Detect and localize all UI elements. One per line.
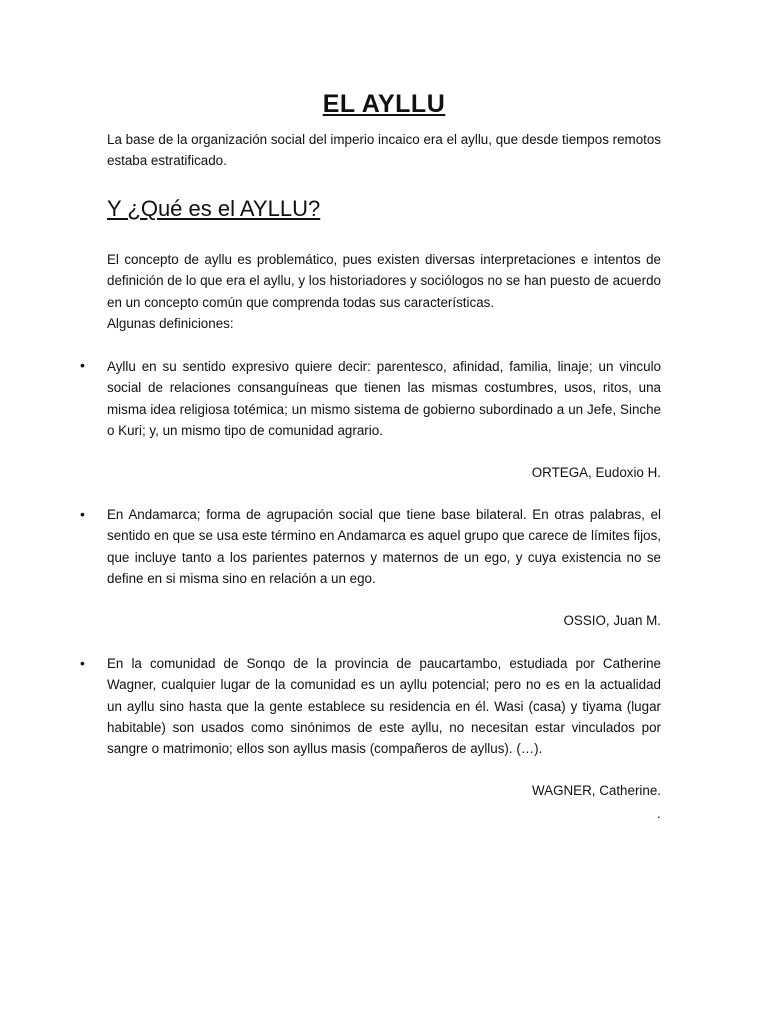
section-heading: Y ¿Qué es el AYLLU? <box>107 196 321 221</box>
definitions-label: Algunas definiciones: <box>107 316 234 331</box>
bullet-icon: • <box>80 357 85 373</box>
definition-author: WAGNER, Catherine. <box>532 783 661 798</box>
document-title: EL AYLLU <box>322 90 446 118</box>
definition-text: Ayllu en su sentido expresivo quiere decir: parentesco, afinidad, familia, linaje; un vinculo social de relaciones consanguíneas que tienen las mismas costumbres, usos, ritos, una misma idea religiosa totémica; un mismo sistema de gobierno subordinado a un Jefe, Sinche o Kuri; y, un mismo tipo de comunidad agrario. <box>107 359 661 438</box>
definition-text: En Andamarca; forma de agrupación social que tiene base bilateral. En otras palabras, el sentido en que se usa este término en Andamarca es aquel grupo que carece de límites fijos, que incluye tanto a los parientes paternos y maternos de un ego, y cuya existencia no se define en si misma sino en relación a un ego. <box>107 507 661 586</box>
definition-author: ORTEGA, Eudoxio H. <box>531 465 661 480</box>
intro-paragraph: La base de la organización social del imperio incaico era el ayllu, que desde tiempos remotos estaba estratificado. <box>107 132 661 169</box>
trailing-mark: . <box>657 806 661 821</box>
definition-text: En la comunidad de Sonqo de la provincia de paucartambo, estudiada por Catherine Wagner, cualquier lugar de la comunidad es un ayllu potencial; pero no es en la actualidad un ayllu sino hasta que la gente establece su residencia en él. Wasi (casa) y tiyama (lugar habitable) son usados como sinónimos de este ayllu, no necesitan estar vinculados por sangre o matrimonio; ellos son ayllus masis (compañeros de ayllus). (…). <box>107 656 661 757</box>
bullet-icon: • <box>80 655 85 671</box>
definition-author: OSSIO, Juan M. <box>563 613 661 628</box>
bullet-icon: • <box>80 506 85 522</box>
concept-paragraph: El concepto de ayllu es problemático, pues existen diversas interpretaciones e intentos de definición de lo que era el ayllu, y los historiadores y sociólogos no se han puesto de acuerdo en un concepto común que comprenda todas sus características. <box>107 252 661 310</box>
